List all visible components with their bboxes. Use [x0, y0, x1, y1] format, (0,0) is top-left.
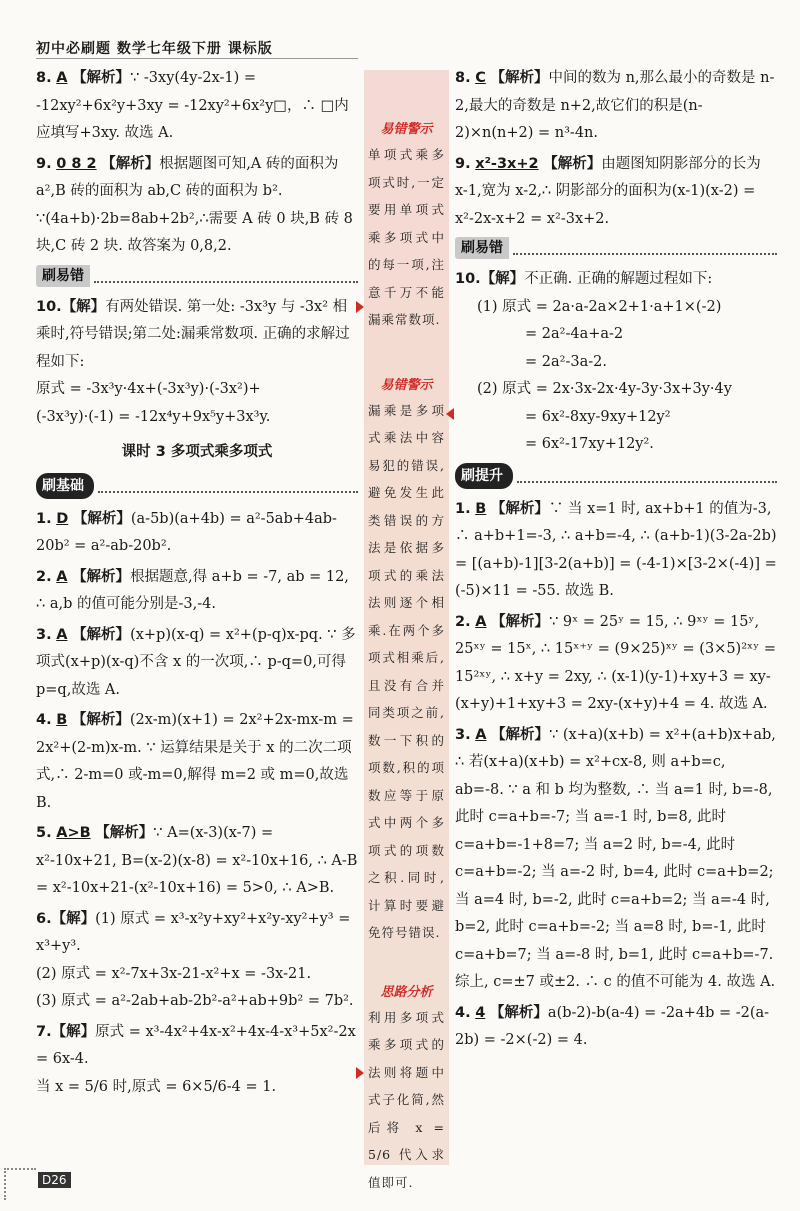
tip-text-3: 利用多项式乘多项式的法则将题中式子化简,然后将 x = 5/6 代入求值即可. — [368, 1009, 445, 1190]
answer-10: 10.【解】有两处错误. 第一处: -3x³y 与 -3x² 相乘时,符号错误;第二处:漏乘常数项. 正确的求解过程如下: 原式 = -3x³y·4x+(-3x³y)·(-3x²)+ (-3x³y)·(-1) = -12x⁴y+9x⁵y+3x³y. — [36, 297, 350, 425]
answer-8: 8. A 【解析】∵ -3xy(4y-2x-1) = -12xy²+6x²y+3xy = -12xy²+6x²y□，∴ □内应填写+3xy. 故选 A. — [36, 69, 349, 141]
answer-2: 2. A 【解析】根据题意,得 a+b = -7, ab = 12, ∴ a,b 的值可能分别是-3,-4. — [36, 567, 349, 612]
left-column — [36, 64, 358, 1103]
answer-1: 1. D 【解析】(a-5b)(a+4b) = a²-5ab+4ab-20b² = a²-ab-20b². — [36, 509, 337, 554]
tip-text-2: 漏乘是多项式乘法中容易犯的错误,避免发生此类错误的方法是依据多项式的乘法法则逐个相乘.在两个多项式相乘后,且没有合并同类项之前,数一下积的项数,积的项数应等于原式中两个多项式的项数之积.同时,计算时要避免符号错误. — [368, 402, 445, 940]
page-corner-decoration — [4, 1168, 36, 1200]
answer-10-right: 10.【解】不正确. 正确的解题过程如下: (1) 原式 = 2a·a-2a×2+1·a+1×(-2) = 2a²-4a+a-2 = 2a²-3a-2. (2) 原式 = 2x·3x-2x·4y-3y·3x+3y·4y = 6x²-8xy-9xy+12y² = 6x²-17xy+12y². — [455, 270, 732, 452]
lesson-title: 课时 3 多项式乘多项式 — [121, 444, 273, 460]
answer-6: 6.【解】(1) 原式 = x³-x²y+xy²+x²y-xy²+y³ = x³+y³. (2) 原式 = x²-7x+3x-21-x²+x = -3x-21. (3) 原式 = a²-2ab+ab-2b²-a²+ab+9b² = 7b². — [36, 909, 354, 1009]
right-column — [455, 64, 777, 1057]
section-advanced: 刷提升 — [455, 463, 777, 489]
tip-text-1: 单项式乘多项式时,一定要用单项式乘多项式中的每一项,注意千万不能漏乘常数项. — [368, 147, 445, 327]
answer-4: 4. B 【解析】(2x-m)(x+1) = 2x²+2x-mx-m = 2x²+(2-m)x-m. ∵ 运算结果是关于 x 的二次二项式,∴ 2-m=0 或-m=0,解得 m=2 或 m=0,故选 B. — [36, 711, 354, 811]
section-basic: 刷基础 — [36, 473, 358, 499]
answer-9-right: 9. x²-3x+2 【解析】由题图知阴影部分的长为 x-1,宽为 x-2,∴ 阴影部分的面积为(x-1)(x-2) = x²-2x-x+2 = x²-3x+2. — [455, 154, 761, 227]
answer-1-right: 1. B 【解析】∵ 当 x=1 时, ax+b+1 的值为-3, ∴ a+b+1=-3, ∴ a+b=-4, ∴ (a+b-1)(3-2a-2b) = [(a+b)-1][3-2(a+b)] = (-4-1)×[3-2×(-4)] = (-5)×11 = -55. 故选 B. — [455, 499, 777, 599]
section-easy-wrong-right: 刷易错 — [455, 237, 777, 259]
answer-4-right: 4. 4 【解析】a(b-2)-b(a-4) = -2a+4b = -2(a-2b) = -2×(-2) = 4. — [455, 1003, 770, 1048]
answer-3-right: 3. A 【解析】∵ (x+a)(x+b) = x²+(a+b)x+ab, ∴ 若(x+a)(x+b) = x²+cx-8, 则 a+b=c, ab=-8. ∵ a 和 b 均为整数, ∴ 当 a=1 时, b=-8, 此时 c=a+b=-7; 当 a=-1 时, b=8, 此时 c=a+b=-1+8=7; 当 a=2 时, b=-4, 此时 c=a+b=-2; 当 a=-2 时, b=4, 此时 c=a+b=2; 当 a=4 时, b=-2, 此时 c=a+b=2; 当 a=-4 时, b=2, 此时 c=a+b=-2; 当 a=8 时, b=-1, 此时 c=a+b=7; 当 a=-8 时, b=1, 此时 c=a+b=-7. 综上, c=±7 或±2. ∴ c 的值不可能为 4. 故选 A. — [455, 725, 776, 990]
answer-3: 3. A 【解析】(x+p)(x-q) = x²+(p-q)x-pq. ∵ 多项式(x+p)(x-q)不含 x 的一次项,∴ p-q=0,可得 p=q,故选 A. — [36, 625, 356, 698]
pointer-arrow-icon — [446, 408, 454, 420]
answer-7: 7.【解】原式 = x³-4x²+4x-x²+4x-4-x³+5x²-2x = 6x-4. 当 x = 5/6 时,原式 = 6×5/6-4 = 1. — [36, 1022, 356, 1095]
header-rule — [36, 58, 358, 59]
answer-9: 9. 0 8 2 【解析】根据题图可知,A 砖的面积为 a²,B 砖的面积为 ab,C 砖的面积为 b². ∵(4a+b)·2b=8ab+2b²,∴需要 A 砖 0 块,B 砖 8 块,C 砖 2 块. 故答案为 0,8,2. — [36, 154, 353, 254]
tips-sidebar — [364, 70, 449, 1190]
tip-title-2: 易错警示 — [380, 377, 433, 393]
section-easy-wrong: 刷易错 — [36, 265, 358, 287]
tip-title-3: 思路分析 — [380, 984, 433, 1000]
pointer-arrow-icon — [356, 1067, 364, 1079]
answer-2-right: 2. A 【解析】∵ 9ˣ = 25ʸ = 15, ∴ 9ˣʸ = 15ʸ, 25ˣʸ = 15ˣ, ∴ 15ˣ⁺ʸ = (9×25)ˣʸ = (3×5)²ˣʸ = 15²ˣʸ, ∴ x+y = 2xy, ∴ (x-1)(y-1)+xy+3 = xy-(x+y)+1+xy+3 = 2xy-(x+y)+4 = 4. 故选 A. — [455, 612, 777, 712]
pointer-arrow-icon — [356, 301, 364, 313]
answer-5: 5. A>B 【解析】∵ A=(x-3)(x-7) = x²-10x+21, B=(x-2)(x-8) = x²-10x+16, ∴ A-B = x²-10x+21-(x²-10x+16) = 5>0, ∴ A>B. — [36, 824, 358, 896]
answer-8-right: 8. C 【解析】中间的数为 n,那么最小的奇数是 n-2,最大的奇数是 n+2,故它们的积是(n-2)×n(n+2) = n³-4n. — [455, 69, 775, 141]
page-header: 初中必刷题 数学七年级下册 课标版 — [36, 41, 273, 57]
page-number: D26 — [38, 1172, 71, 1188]
tip-title-1: 易错警示 — [380, 122, 433, 137]
